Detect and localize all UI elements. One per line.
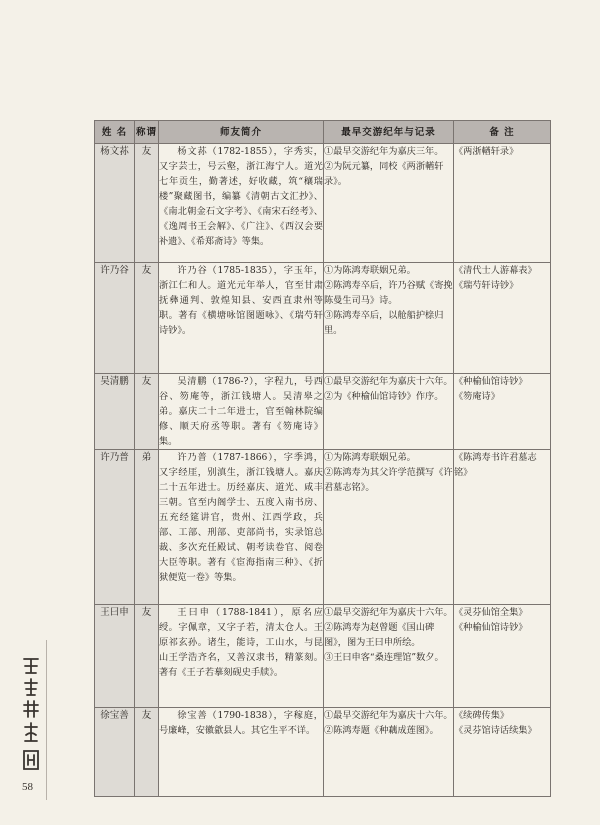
person-relation: 友 [135,374,159,450]
header-relation: 称谓 [135,121,159,144]
note-line: 《灵芬馆诗话续集》 [454,725,537,736]
note-line: 《续碑传集》 [454,710,510,721]
person-records [324,263,454,374]
person-bio: 许乃谷（1785-1835），字玉年，浙江仁和人。道光元年举人，官至甘肃抚彝通判、敦煌知县、安西直隶州等职。著有《横塘咏馆图题咏》、《瑞芍轩诗钞》。 [159,263,324,374]
person-relation: 友 [135,708,159,797]
record-line: ①最早交游纪年为嘉庆三年。 [324,146,444,157]
person-name: 王曰申 [95,605,135,708]
note-line: 《灵芬仙馆全集》 [454,607,528,618]
person-bio: 杨文荪（1782-1855），字秀实，又字芸士，号云壑，浙江海宁人。道光七年贡生，勤著述，好收藏，筑“穰瑞楼”聚藏图书，编纂《清朝古文汇抄》、《南北朝金石文字考》、《南宋石经考》、《逸周书王会解》、《广注》、《西汉会要补遗》、《希郑斋诗》等集。 [159,144,324,263]
person-notes [454,450,551,605]
person-name: 吴清鹏 [95,374,135,450]
person-relation: 弟 [135,450,159,605]
record-line: ①为陈鸿寿联姻兄弟。 [324,452,416,463]
table-row [95,144,551,263]
person-name: 徐宝善 [95,708,135,797]
friends-table [94,120,551,797]
person-name: 杨文荪 [95,144,135,263]
header-record: 最早交游纪年与记录 [324,121,454,144]
person-notes [454,263,551,374]
spine-seal-script-mark [20,655,42,775]
record-line: ②陈鸿寿题《种藕成莲图》。 [324,725,439,736]
note-line: 《陈鸿寿书许君墓志铭》 [454,452,537,478]
record-line: ①为陈鸿寿联姻兄弟。 [324,265,416,276]
person-notes [454,605,551,708]
table-row [95,450,551,605]
record-line: ③王曰申客“桑连理馆”数夕。 [324,652,444,663]
page-number: 58 [22,781,33,793]
note-line: 《种榆仙馆诗钞》 [454,376,528,387]
person-records [324,605,454,708]
person-bio: 吴清鹏（1786-?），字程九，号西谷、笏庵等，浙江钱塘人。吴清皋之弟。嘉庆二十二年进士，官至翰林院编修、顺天府丞等职。著有《笏庵诗》集。 [159,374,324,450]
person-relation: 友 [135,605,159,708]
header-name: 姓 名 [95,121,135,144]
person-records [324,450,454,605]
person-notes [454,708,551,797]
record-line: ①最早交游纪年为嘉庆十六年。 [324,607,453,618]
table-row [95,605,551,708]
table-header-row [95,121,551,144]
person-notes [454,374,551,450]
note-line: 《笏庵诗》 [454,391,500,402]
record-line: ①最早交游纪年为嘉庆十六年。 [324,376,453,387]
person-bio: 徐宝善（1790-1838），字稼庭，号廉峰，安徽歙县人。其它生平不详。 [159,708,324,797]
person-notes [454,144,551,263]
table-row [95,374,551,450]
header-bio: 师友简介 [159,121,324,144]
person-bio: 王曰申（1788-1841），原名应绶。字佩章，又字子若，清太仓人。王原祁玄孙。诸生，能诗，工山水，与昆山王学浩齐名，又善汉隶书，精篆刻。著有《王子若摹刻砚史手牍》。 [159,605,324,708]
margin-rule [46,640,47,800]
note-line: 《种榆仙馆诗钞》 [454,622,528,633]
header-note: 备 注 [454,121,551,144]
record-line: ③陈鸿寿卒后，以舱船护榇归里。 [324,310,444,336]
table-row [95,708,551,797]
person-relation: 友 [135,144,159,263]
record-line: ①最早交游纪年为嘉庆十六年。 [324,710,453,721]
table-row [95,263,551,374]
record-line: ②为阮元纂，同校《两浙輶轩录》。 [324,161,444,187]
person-records [324,708,454,797]
note-line: 《两浙輶轩录》 [454,146,519,157]
person-records [324,374,454,450]
record-line: ②陈鸿寿卒后，许乃谷赋《寄挽陈曼生司马》诗。 [324,280,453,306]
record-line: ②陈鸿寿为其父许学范撰写《许君墓志铭》。 [324,467,453,493]
person-name: 许乃谷 [95,263,135,374]
record-line: ②陈鸿寿为赵曾题《国山碑图》，图为王曰申所绘。 [324,622,435,648]
record-line: ②为《种榆仙馆诗钞》作序。 [324,391,444,402]
person-relation: 友 [135,263,159,374]
person-name: 许乃普 [95,450,135,605]
person-records [324,144,454,263]
note-line: 《清代士人游幕表》 [454,265,537,276]
note-line: 《瑞芍轩诗钞》 [454,280,519,291]
person-bio: 许乃普（1787-1866），字季鸿，又字经厓，别滇生，浙江钱塘人。嘉庆二十五年进士。历经嘉庆、道光、咸丰三朝。官至内阁学士、五度入南书房、五充经筵讲官，贵州、江西学政，兵部、工部、刑部、吏部尚书，实录馆总裁、多次充任殿试、朝考读卷官、阅卷大臣等职。著有《宦海指南三种》、《折狱便览一卷》等集。 [159,450,324,605]
